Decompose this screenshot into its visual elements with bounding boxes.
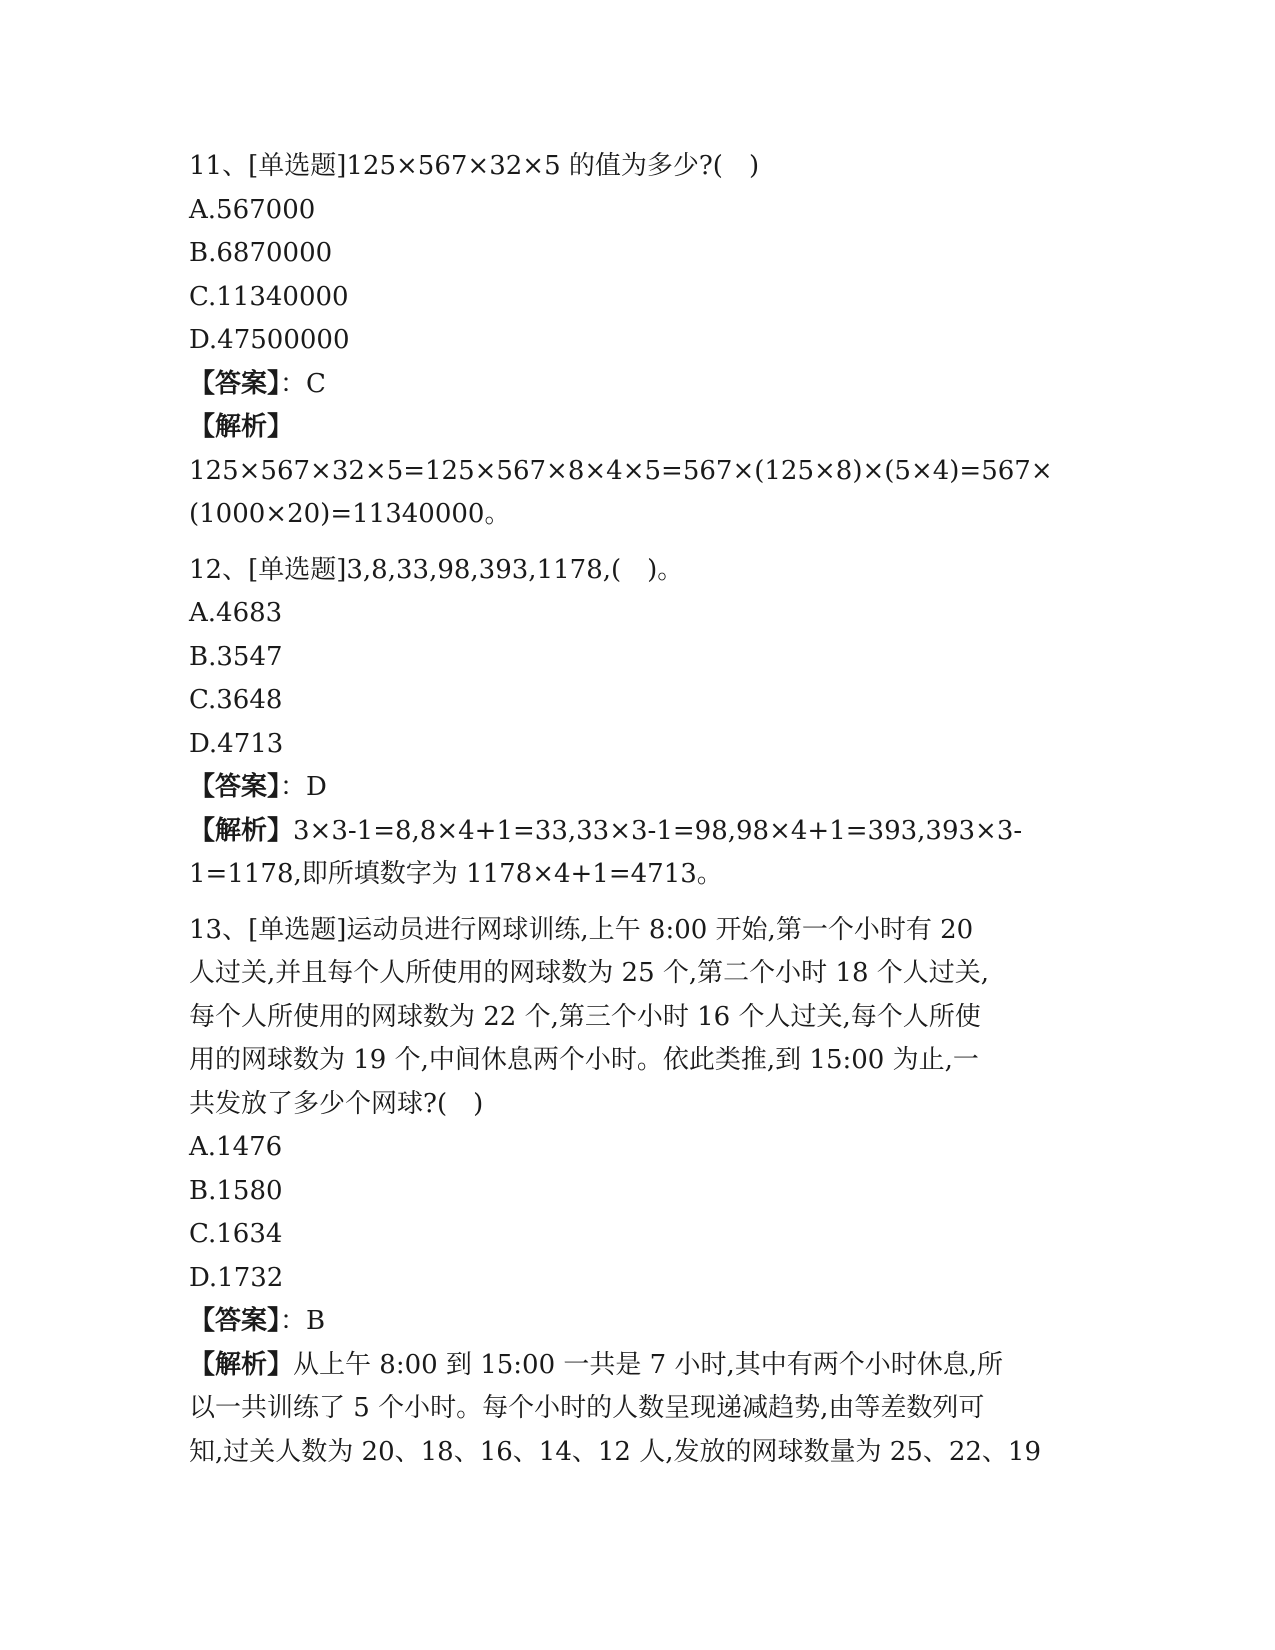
analysis-label: 【解析】: [189, 1349, 294, 1380]
question-stem-line: 每个人所使用的网球数为 22 个,第三个小时 16 个人过关,每个人所使: [189, 1001, 981, 1032]
question-stem: 12、[单选题]3,8,33,98,393,1178,( )。: [189, 554, 684, 585]
analysis-text: 从上午 8:00 到 15:00 一共是 7 小时,其中有两个小时休息,所: [293, 1349, 1003, 1380]
answer-value: B: [306, 1306, 326, 1336]
analysis-label-row: [189, 406, 1089, 450]
analysis-text-line: 以一共训练了 5 个小时。每个小时的人数呈现递减趋势,由等差数列可: [189, 1393, 985, 1423]
answer-separator: ：: [280, 368, 307, 399]
analysis-text: 3×3-1=8,8×4+1=33,33×3-1=98,98×4+1=393,393×3-: [293, 815, 1023, 846]
analysis-label: 【解析】: [189, 412, 294, 442]
question-stem-line: 共发放了多少个网球?( ): [189, 1088, 484, 1119]
answer-separator: ：: [280, 772, 307, 802]
option-c: C.3648: [189, 685, 283, 715]
answer-row: [189, 1300, 1089, 1344]
option-a: A.4683: [189, 598, 283, 628]
option-b: B.6870000: [189, 238, 333, 268]
option-c: C.1634: [189, 1219, 283, 1249]
option-a: A.1476: [189, 1132, 283, 1162]
answer-row: [189, 766, 1089, 810]
question-list: [189, 145, 1089, 1474]
analysis-text-line: (1000×20)=11340000。: [189, 499, 511, 529]
option-d: D.1732: [189, 1262, 284, 1293]
question-stem-line: 13、[单选题]运动员进行网球训练,上午 8:00 开始,第一个小时有 20: [189, 914, 974, 945]
answer-label: 【答案】: [189, 368, 281, 399]
option-d: D.47500000: [189, 325, 350, 355]
answer-label: 【答案】: [189, 1306, 281, 1336]
question-stem-line: 人过关,并且每个人所使用的网球数为 25 个,第二个小时 18 个人过关,: [189, 958, 990, 988]
option-c: C.11340000: [189, 281, 349, 312]
option-b: B.1580: [189, 1175, 283, 1206]
analysis-row: [189, 810, 1089, 854]
answer-label: 【答案】: [189, 772, 281, 802]
option-a: A.567000: [189, 194, 316, 225]
question-11: [189, 145, 1089, 537]
question-13: [189, 909, 1089, 1475]
option-b: B.3547: [189, 641, 283, 672]
question-stem: 11、[单选题]125×567×32×5 的值为多少?( ): [189, 151, 760, 181]
option-d: D.4713: [189, 728, 284, 759]
analysis-label: 【解析】: [189, 815, 294, 846]
answer-value: D: [306, 772, 327, 802]
analysis-row: [189, 1344, 1089, 1388]
question-12: [189, 549, 1089, 897]
answer-separator: ：: [280, 1306, 307, 1336]
question-stem-line: 用的网球数为 19 个,中间休息两个小时。依此类推,到 15:00 为止,一: [189, 1045, 979, 1075]
answer-value: C: [306, 368, 326, 399]
analysis-text-line: 125×567×32×5=125×567×8×4×5=567×(125×8)×(5×4)=567×: [189, 455, 1053, 486]
analysis-text-line: 1=1178,即所填数字为 1178×4+1=4713。: [189, 859, 723, 889]
answer-row: [189, 363, 1089, 407]
analysis-text-line: 知,过关人数为 20、18、16、14、12 人,发放的网球数量为 25、22、19: [189, 1436, 1041, 1467]
